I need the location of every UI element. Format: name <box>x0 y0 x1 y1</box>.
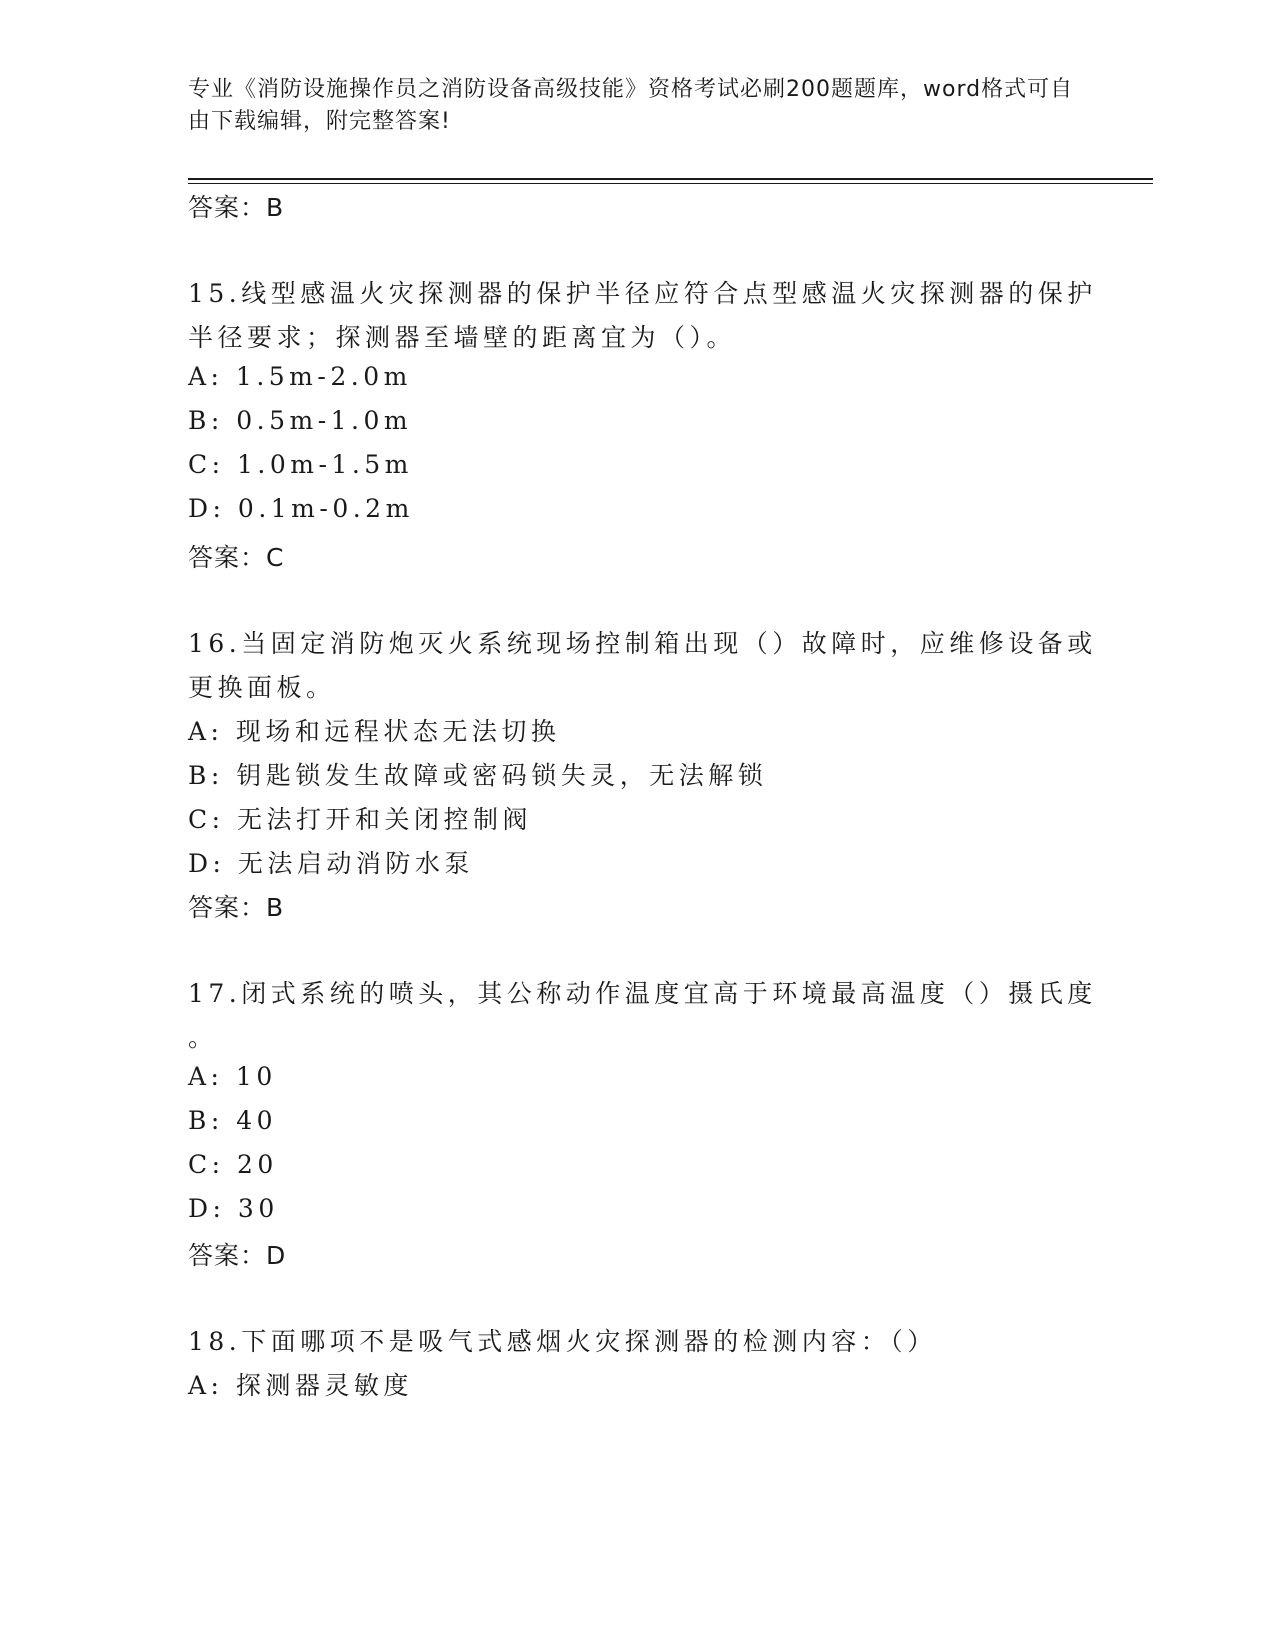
question-16-option-a: A: 现场和远程状态无法切换 <box>188 717 561 746</box>
page-header-title: 专业《消防设施操作员之消防设备高级技能》资格考试必刷200题题库，word格式可自由下载编辑，附完整答案! <box>188 77 1074 134</box>
question-15-stem-line-2: 半径要求；探测器至墙壁的距离宜为（）。 <box>188 323 737 352</box>
question-16-option-c: C: 无法打开和关闭控制阀 <box>188 805 532 834</box>
question-16-stem-line-1: 16.当固定消防炮灭火系统现场控制箱出现（）故障时，应维修设备或 <box>188 629 1097 658</box>
question-17-answer: 答案：D <box>188 1241 287 1270</box>
question-16-option-d: D: 无法启动消防水泵 <box>188 849 474 878</box>
question-18-stem-line-1: 18.下面哪项不是吸气式感烟火灾探测器的检测内容：（） <box>188 1327 937 1356</box>
question-16-option-b: B: 钥匙锁发生故障或密码锁失灵，无法解锁 <box>188 761 768 790</box>
question-17-option-c: C: 20 <box>188 1150 278 1179</box>
question-17-stem-line-1: 17.闭式系统的喷头，其公称动作温度宜高于环境最高温度（）摄氏度 <box>188 979 1097 1008</box>
question-15-option-a: A: 1.5m-2.0m <box>188 362 412 391</box>
question-17-option-b: B: 40 <box>188 1106 278 1135</box>
question-15-stem-line-1: 15.线型感温火灾探测器的保护半径应符合点型感温火灾探测器的保护 <box>188 279 1097 308</box>
question-15-option-b: B: 0.5m-1.0m <box>188 406 413 435</box>
question-17-option-d: D: 30 <box>188 1194 279 1223</box>
question-15-option-d: D: 0.1m-0.2m <box>188 494 414 523</box>
question-17-stem-line-2: 。 <box>188 1023 218 1052</box>
question-16-stem-line-2: 更换面板。 <box>188 673 336 702</box>
header-divider <box>188 178 1153 184</box>
question-18-option-a: A: 探测器灵敏度 <box>188 1371 413 1400</box>
question-15-option-c: C: 1.0m-1.5m <box>188 450 413 479</box>
answer-previous: 答案：B <box>188 193 285 222</box>
question-17-option-a: A: 10 <box>188 1062 277 1091</box>
question-15-answer: 答案：C <box>188 543 285 572</box>
question-16-answer: 答案：B <box>188 893 285 922</box>
